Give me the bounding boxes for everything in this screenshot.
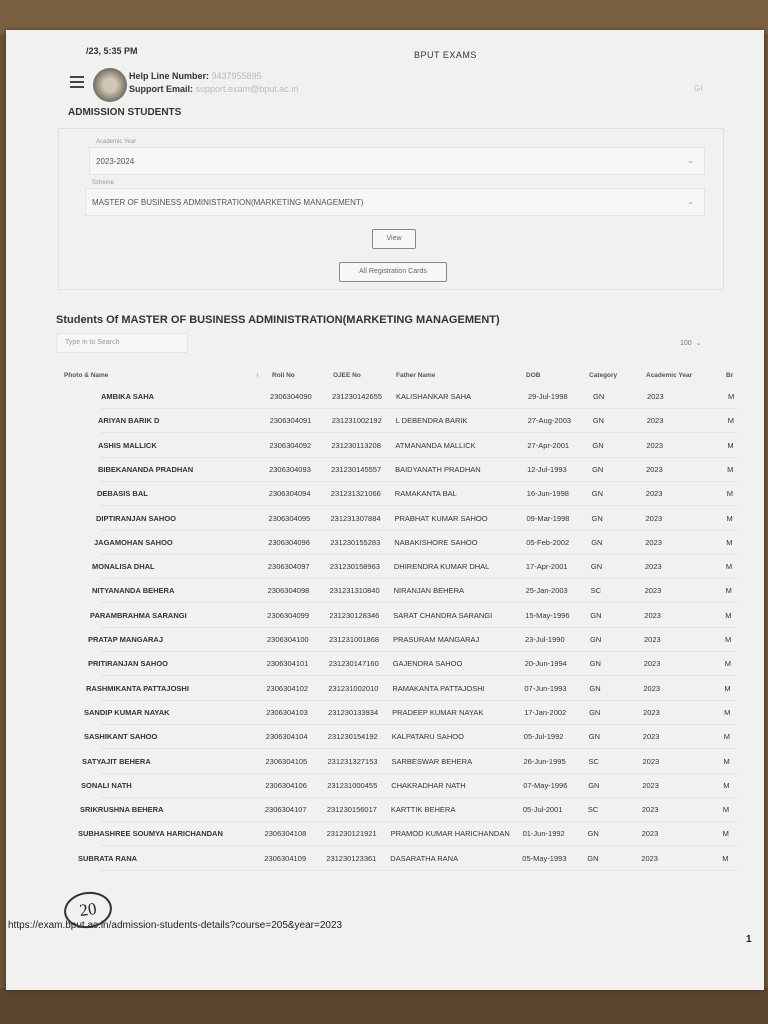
row-divider: [101, 651, 737, 652]
cell-roll-no: 2306304106: [265, 780, 307, 790]
cell-ojee-no: 231230155283: [330, 537, 381, 547]
cell-branch: M: [724, 659, 731, 669]
cell-academic-year: 2023: [644, 586, 662, 596]
column-header-father-name[interactable]: Father Name: [396, 372, 436, 379]
cell-category: GN: [589, 683, 601, 693]
row-divider: [101, 432, 737, 433]
cell-category: GN: [592, 440, 604, 450]
cell-dob: 05-May-1993: [522, 853, 567, 863]
table-row[interactable]: [6, 532, 764, 556]
cell-roll-no: 2306304096: [268, 537, 310, 547]
cell-branch: M: [727, 416, 734, 426]
handwritten-circled-number: 20: [62, 889, 115, 931]
cell-father-name: PRADEEP KUMAR NAYAK: [392, 707, 484, 717]
page-size-value: 100: [680, 340, 692, 347]
table-row[interactable]: [6, 751, 764, 775]
background-top: [0, 0, 768, 34]
table-row[interactable]: [6, 459, 764, 483]
cell-branch: M: [722, 805, 730, 815]
table-row[interactable]: [6, 726, 764, 750]
students-table-title: Students Of MASTER OF BUSINESS ADMINISTRATION(MARKETING MANAGEMENT): [56, 314, 500, 326]
cell-category: GN: [590, 635, 602, 644]
cell-academic-year: 2023: [641, 829, 659, 839]
student-name: DIPTIRANJAN SAHOO: [96, 513, 177, 523]
cell-ojee-no: 231230145557: [331, 464, 382, 474]
table-row[interactable]: [6, 799, 764, 823]
cell-roll-no: 2306304108: [264, 829, 307, 839]
search-input[interactable]: Type in to Search: [56, 333, 188, 353]
cell-category: GN: [588, 732, 601, 742]
cell-category: GN: [593, 392, 605, 401]
cell-branch: M: [725, 562, 733, 572]
footer-url: https://exam.bput.ac.in/admission-students-details?course=205&year=2023: [8, 920, 343, 931]
row-divider: [101, 845, 737, 846]
row-divider: [101, 821, 737, 822]
sort-icon[interactable]: ↑: [256, 372, 260, 379]
cell-roll-no: 2306304102: [266, 683, 309, 693]
cell-dob: 25-Jan-2003: [525, 586, 568, 596]
cell-roll-no: 2306304097: [267, 562, 310, 572]
help-line-number: 9437955895: [211, 71, 262, 81]
cell-dob: 20-Jun-1994: [524, 659, 567, 669]
student-name: SUBHASHREE SOUMYA HARICHANDAN: [78, 829, 223, 839]
cell-father-name: L DEBENDRA BARIK: [395, 416, 468, 426]
cell-branch: M: [723, 732, 731, 742]
cell-branch: M: [725, 610, 732, 620]
table-row[interactable]: [6, 580, 764, 604]
academic-year-value: 2023-2024: [96, 157, 135, 166]
row-divider: [101, 870, 737, 871]
support-email: [129, 84, 298, 94]
student-name: MONALISA DHAL: [92, 562, 155, 572]
cell-ojee-no: 231230133934: [328, 707, 379, 717]
page-size-select[interactable]: 100 ⌄: [680, 340, 702, 347]
cell-academic-year: 2023: [647, 392, 664, 401]
cell-ojee-no: 231230158963: [329, 562, 380, 572]
cell-dob: 16-Jun-1998: [526, 489, 569, 499]
cell-roll-no: 2306304099: [267, 610, 310, 620]
student-name: SANDIP KUMAR NAYAK: [84, 707, 170, 717]
cell-academic-year: 2023: [645, 489, 663, 499]
cell-roll-no: 2306304091: [269, 416, 312, 426]
cell-branch: M: [726, 537, 733, 547]
student-name: SRIKRUSHNA BEHERA: [80, 805, 164, 815]
cell-category: GN: [591, 513, 603, 523]
cell-father-name: PRAMOD KUMAR HARICHANDAN: [390, 829, 510, 839]
cell-ojee-no: 231231310840: [329, 586, 380, 596]
table-row[interactable]: [6, 483, 764, 507]
cell-ojee-no: 231230121921: [326, 829, 377, 839]
student-name: BIBEKANANDA PRADHAN: [98, 464, 194, 474]
row-divider: [101, 457, 737, 458]
cell-category: GN: [591, 489, 604, 499]
cell-dob: 01-Jun-1992: [522, 829, 565, 839]
cell-category: GN: [587, 853, 599, 863]
cell-father-name: SARAT CHANDRA SARANGI: [393, 610, 493, 620]
hamburger-menu-icon[interactable]: [70, 76, 84, 87]
cell-academic-year: 2023: [646, 440, 664, 450]
page-number: 1: [746, 934, 752, 945]
cell-dob: 12-Jul-1993: [527, 464, 567, 474]
cell-branch: M: [723, 756, 730, 766]
row-divider: [101, 505, 737, 506]
cell-roll-no: 2306304093: [269, 464, 311, 474]
student-name: SATYAJIT BEHERA: [82, 756, 151, 766]
column-header-academic-year[interactable]: Academic Year: [646, 372, 693, 379]
table-row[interactable]: [6, 848, 764, 872]
cell-category: GN: [592, 464, 604, 474]
cell-academic-year: 2023: [641, 805, 659, 815]
table-row[interactable]: [6, 775, 764, 799]
column-header-category[interactable]: Category: [589, 372, 618, 379]
cell-roll-no: 2306304098: [267, 586, 310, 596]
cell-branch: M: [727, 464, 734, 474]
cell-ojee-no: 231231001868: [329, 635, 380, 644]
cell-ojee-no: 231231321066: [330, 489, 381, 499]
cell-academic-year: 2023: [643, 683, 661, 693]
cell-roll-no: 2306304101: [266, 659, 309, 669]
cell-category: GN: [591, 537, 603, 547]
cell-dob: 23-Jul-1990: [525, 635, 565, 644]
row-divider: [101, 554, 737, 555]
row-divider: [101, 578, 737, 579]
cell-dob: 17-Apr-2001: [525, 562, 568, 572]
student-name: DEBASIS BAL: [97, 489, 148, 499]
student-name: JAGAMOHAN SAHOO: [94, 537, 173, 547]
filter-form: [58, 128, 724, 290]
print-site-title: BPUT EXAMS: [414, 50, 477, 60]
row-divider: [101, 773, 737, 774]
academic-year-label: Academic Year: [96, 139, 137, 145]
cell-ojee-no: 231231307884: [330, 513, 381, 523]
cell-academic-year: 2023: [643, 707, 660, 717]
row-divider: [101, 481, 737, 482]
cell-father-name: RAMAKANTA BAL: [394, 489, 457, 499]
row-divider: [101, 724, 737, 725]
cell-dob: 07-May-1996: [523, 780, 568, 790]
cell-dob: 07-Jun-1993: [524, 683, 567, 693]
cell-branch: M: [724, 707, 731, 717]
scheme-select[interactable]: [85, 180, 705, 216]
cell-dob: 05-Feb-2002: [526, 537, 570, 547]
cell-dob: 27-Aug-2003: [527, 416, 572, 426]
section-title: ADMISSION STUDENTS: [68, 107, 182, 118]
cell-father-name: PRASURAM MANGARAJ: [393, 635, 480, 644]
column-header-dob[interactable]: DOB: [526, 372, 541, 379]
cell-dob: 27-Apr-2001: [527, 440, 570, 450]
help-line-label: Help Line Number:: [129, 71, 210, 81]
cell-category: GN: [589, 659, 601, 669]
cell-father-name: KALISHANKAR SAHA: [396, 392, 472, 401]
cell-ojee-no: 231230154192: [327, 732, 378, 742]
table-row[interactable]: [6, 386, 764, 410]
cell-father-name: ATMANANDA MALLICK: [395, 440, 476, 450]
table-row[interactable]: [6, 678, 764, 702]
table-row[interactable]: [6, 629, 764, 653]
cell-father-name: SARBESWAR BEHERA: [391, 756, 473, 766]
student-name: NITYANANDA BEHERA: [92, 586, 175, 596]
table-row[interactable]: [6, 508, 764, 532]
student-name: PARAMBRAHMA SARANGI: [90, 610, 187, 620]
all-registration-cards-button[interactable]: All Registration Cards: [339, 262, 447, 282]
row-divider: [101, 530, 737, 531]
cell-ojee-no: 231231327153: [327, 756, 378, 766]
printed-page: [6, 30, 764, 990]
cell-branch: M: [725, 586, 732, 596]
table-row[interactable]: [6, 653, 764, 677]
cell-academic-year: 2023: [644, 610, 661, 620]
cell-dob: 26-Jun-1995: [523, 756, 566, 766]
student-name: AMBIKA SAHA: [101, 392, 155, 401]
cell-ojee-no: 231230128346: [329, 610, 380, 620]
cell-academic-year: 2023: [642, 732, 660, 742]
cell-category: GN: [588, 780, 600, 790]
cell-category: SC: [590, 586, 602, 596]
student-name: ASHIS MALLICK: [98, 440, 157, 450]
help-line: [129, 71, 262, 81]
cell-father-name: PRABHAT KUMAR SAHOO: [394, 513, 488, 523]
row-divider: [101, 797, 737, 798]
column-header-roll-no[interactable]: Roll No: [272, 372, 295, 379]
cell-category: SC: [587, 805, 599, 815]
table-row[interactable]: [6, 702, 764, 726]
cell-branch: M: [723, 780, 730, 790]
cell-category: GN: [590, 610, 602, 620]
cell-category: GN: [589, 707, 601, 717]
cell-ojee-no: 231231002192: [331, 416, 382, 426]
cell-dob: 17-Jan-2002: [524, 707, 567, 717]
table-row[interactable]: [6, 410, 764, 434]
background-bottom: [0, 988, 768, 1024]
cell-dob: 29-Jul-1998: [528, 392, 568, 401]
cell-ojee-no: 231231002010: [328, 683, 379, 693]
table-row[interactable]: [6, 556, 764, 580]
cell-roll-no: 2306304105: [265, 756, 308, 766]
cell-father-name: RAMAKANTA PATTAJOSHI: [392, 683, 485, 693]
cell-ojee-no: 231230156017: [326, 805, 377, 815]
cell-roll-no: 2306304104: [265, 732, 308, 742]
cell-academic-year: 2023: [643, 659, 661, 669]
cell-roll-no: 2306304103: [266, 707, 308, 717]
cell-category: GN: [590, 562, 603, 572]
cell-father-name: DHIRENDRA KUMAR DHAL: [393, 562, 490, 572]
table-row[interactable]: [6, 823, 764, 847]
cell-dob: 09-Mar-1998: [526, 513, 570, 523]
cell-branch: M: [726, 489, 734, 499]
column-header-branch[interactable]: Br: [726, 372, 734, 379]
cell-dob: 05-Jul-2001: [522, 805, 563, 815]
table-row[interactable]: [6, 435, 764, 459]
cell-branch: M: [724, 683, 731, 693]
cell-academic-year: 2023: [645, 513, 663, 523]
row-divider: [101, 675, 737, 676]
cell-father-name: NIRANJAN BEHERA: [393, 586, 465, 596]
cell-roll-no: 2306304094: [268, 489, 311, 499]
chevron-down-icon: ⌄: [687, 156, 694, 165]
scheme-value: MASTER OF BUSINESS ADMINISTRATION(MARKETING MANAGEMENT): [92, 198, 364, 207]
print-timestamp: /23, 5:35 PM: [86, 46, 138, 56]
cell-category: GN: [587, 829, 599, 839]
cell-academic-year: 2023: [646, 416, 664, 426]
student-name: PRITIRANJAN SAHOO: [88, 659, 169, 669]
cell-academic-year: 2023: [642, 756, 660, 766]
view-button[interactable]: View: [372, 229, 416, 249]
cell-academic-year: 2023: [645, 537, 662, 547]
column-header-photo-name[interactable]: Photo & Name: [64, 372, 109, 379]
cell-ojee-no: 231230123361: [326, 853, 377, 863]
university-logo: [93, 68, 127, 102]
cell-father-name: GAJENDRA SAHOO: [392, 659, 463, 669]
cell-branch: M: [728, 392, 735, 401]
cell-father-name: KARTTIK BEHERA: [390, 805, 456, 815]
cell-ojee-no: 231230142655: [332, 392, 383, 401]
cell-roll-no: 2306304090: [270, 392, 312, 401]
student-name: SASHIKANT SAHOO: [84, 732, 158, 742]
cell-father-name: KALPATARU SAHOO: [391, 732, 464, 742]
table-row[interactable]: [6, 605, 764, 629]
cell-roll-no: 2306304100: [267, 635, 309, 644]
cell-academic-year: 2023: [641, 853, 658, 863]
row-divider: [101, 700, 737, 701]
header-right-text: GI: [694, 84, 703, 93]
student-name: SUBRATA RANA: [78, 853, 138, 863]
row-divider: [101, 748, 737, 749]
student-name: RASHMIKANTA PATTAJOSHI: [86, 683, 189, 693]
cell-branch: M: [722, 829, 729, 839]
cell-roll-no: 2306304109: [264, 853, 307, 863]
cell-academic-year: 2023: [646, 464, 663, 474]
support-email-label: Support Email:: [129, 84, 194, 94]
cell-branch: M: [725, 635, 732, 644]
row-divider: [101, 602, 737, 603]
cell-category: GN: [592, 416, 604, 426]
cell-dob: 05-Jul-1992: [523, 732, 564, 742]
cell-branch: M: [726, 513, 733, 523]
cell-ojee-no: 231231000455: [327, 780, 378, 790]
cell-category: SC: [588, 756, 599, 766]
cell-academic-year: 2023: [642, 780, 659, 790]
chevron-down-icon: ⌄: [687, 197, 694, 206]
cell-father-name: BAIDYANATH PRADHAN: [395, 464, 481, 474]
column-header-ojee-no[interactable]: OJEE No: [333, 372, 361, 379]
cell-academic-year: 2023: [644, 635, 661, 644]
row-divider: [101, 627, 737, 628]
cell-father-name: CHAKRADHAR NATH: [391, 780, 466, 790]
cell-academic-year: 2023: [644, 562, 662, 572]
scheme-label: Scheme: [92, 180, 115, 186]
student-name: PRATAP MANGARAJ: [88, 635, 164, 644]
row-divider: [101, 408, 737, 409]
student-name: SONALI NATH: [81, 780, 132, 790]
academic-year-select[interactable]: [89, 139, 705, 175]
cell-roll-no: 2306304095: [268, 513, 311, 523]
cell-father-name: DASARATHA RANA: [390, 853, 459, 863]
cell-dob: 15-May-1996: [525, 610, 570, 620]
cell-ojee-no: 231230113208: [331, 440, 381, 450]
cell-father-name: NABAKISHORE SAHOO: [394, 537, 478, 547]
cell-branch: M: [727, 440, 734, 450]
support-email-address[interactable]: support.exam@bput.ac.in: [195, 84, 299, 94]
cell-branch: M: [722, 853, 729, 863]
cell-roll-no: 2306304107: [264, 805, 307, 815]
cell-roll-no: 2306304092: [269, 440, 312, 450]
student-name: ARIYAN BARIK D: [98, 416, 160, 426]
cell-ojee-no: 231230147160: [328, 659, 379, 669]
